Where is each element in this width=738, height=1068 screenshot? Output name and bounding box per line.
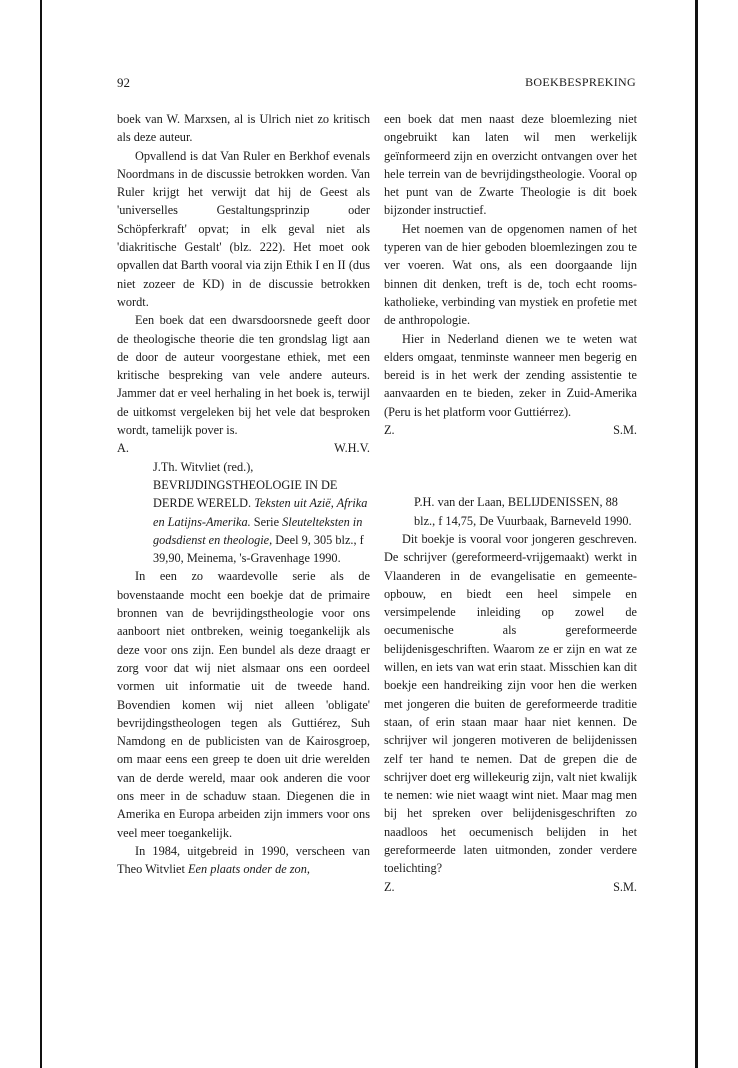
book-details: Deel 9, 305 blz., f 39,90, Meinema, 's-Gravenhage 1990. (153, 532, 364, 566)
book-author-title: J.Th. Witvliet (red.), BEVRIJDINGSTHEOLOGIE IN DE DERDE WERELD. (153, 459, 338, 511)
reviewer-signature (117, 439, 370, 457)
book-details: 88 blz., f 14,75, De Vuurbaak, Barneveld 1990. (414, 495, 632, 528)
review-paragraph: Dit boekje is vooral voor jongeren geschreven. De schrijver (gereformeerd-vrijgemaakt) werkt in Vlaanderen in de evangelisatie en gemeente-opbouw, en biedt een heel simpele en versimpelende inleiding op zowel de oecumenische als gereformeerde belijdenisgeschriften. Waarom ze er zijn en wat ze willen, en iets van wat erin staat. Misschien kan dit boekje een handreiking zijn voor hen die werken met jongeren die buiten de gereformeerde traditie staan, of erin staan maar haar niet kennen. De schrijver wil jongeren motiveren de belijdenissen zelf ter hand te nemen. Dat de grepen die de schrijver doet erg willekeurig zijn, valt niet kwalijk te nemen: wie niet waagt wint niet. Maar mag men bij het spreken over belijdenisgeschriften zo naadloos het oecumenisch belijden in het gereformeerde laten uitmonden, zonder verdere toelichting? (384, 531, 637, 876)
review-paragraph (117, 842, 370, 879)
book-title-italic: Een plaats onder de zon, (188, 862, 310, 877)
review-paragraph: een boek dat men naast deze bloemlezing niet ongebruikt kan laten wil men werkelijk geïnformeerd zijn en overzicht ontvangen over het hele terrein van de bevrijdingstheologie. Vooral op het punt van de Zwarte Theologie is dit boek bijzonder instructief. (384, 112, 637, 218)
book-series: Sleutelteksten in godsdienst en theologie, (153, 514, 363, 547)
page-border-left (40, 0, 42, 1068)
book-reference (384, 493, 637, 530)
page-border-right (695, 0, 698, 1068)
right-column (384, 110, 637, 896)
signature-place: A. (117, 441, 129, 456)
signature-initials: S.M. (613, 423, 637, 438)
signature-place: Z. (384, 879, 395, 894)
review-paragraph: Hier in Nederland dienen we te weten wat elders omgaat, tenminste wanneer men begerig en bereid is in het werk der zending assistentie te aanvaarden en te bieden, zeker in Zuid-Amerika (Peru is het platform voor Guttiérrez). (384, 331, 637, 419)
review-paragraph: Een boek dat een dwarsdoorsnede geeft door de theologische theorie die ten grondslag ligt aan de door de auteur voorgestane ethiek, met een kritische bespreking van vele andere auteurs. Jammer dat er veel herhaling in het boek is, terwijl de uitkomst vergeleken bij het vele dat besproken wordt, tamelijk pover is. (117, 313, 370, 438)
running-head: BOEKBESPREKING (525, 75, 636, 89)
signature-initials: S.M. (613, 879, 637, 894)
review-paragraph: In een zo waardevolle serie als de bovenstaande mocht een boekje dat de primaire bronnen van de bevrijdingstheologie voor ons aanboort niet ontbreken, weinig toegankelijk als deze voor ons zijn. Een bundel als deze draagt er zorg voor dat wij niet alsmaar ons een oordeel vormen uit informatie uit de tweede hand. Bovendien komen wij niet alleen 'obligate' bevrijdingstheologen tegen als Guttiérez, Suh Namdong en de publicisten van de Kairosgroep, om maar eens een greep te doen uit drie werelden van de derde wereld, maar ook anderen die voor ons meer in de schaduw staan. Diegenen die in Amerika en Europa arbeiden zijn immers voor ons veel meer toegankelijk. (117, 569, 370, 840)
page-number: 92 (117, 75, 130, 90)
signature-initials: W.H.V. (334, 441, 370, 456)
reviewer-signature (384, 421, 637, 439)
left-column (117, 110, 370, 878)
review-paragraph: Opvallend is dat Van Ruler en Berkhof evenals Noordmans in de discussie betrokken worden. Van Ruler krijgt het verwijt dat hij de Geest als 'universelles Gestaltungsprinzip oder Schöpferkraft' opvat; in elk geval niet als 'diakritische Gestalt' (blz. 222). Het moet ook opvallen dat Barth vooral via zijn Ethik I en II (dus niet zozeer de KD) in de discussie betrokken wordt. (117, 148, 370, 309)
book-author-title: P.H. van der Laan, BELIJDENISSEN, (414, 495, 603, 510)
reviewer-signature (384, 878, 637, 896)
signature-place: Z. (384, 423, 395, 438)
book-subtitle: Teksten uit Azië, Afrika en Latijns-Amerika. (153, 496, 368, 529)
book-series-label: Serie (253, 514, 280, 529)
paragraph-text: In 1984, uitgebreid in 1990, verscheen van Theo Witvliet (117, 843, 370, 877)
review-paragraph: Het noemen van de opgenomen namen of het typeren van de hier geboden bloemlezingen zou te ver voeren. Wat ons, als een doorgaande lijn binnen dit denken, treft is de, toch echt rooms-katholieke, verbinding van mystiek en profetie met de anthropologie. (384, 221, 637, 328)
review-paragraph: boek van W. Marxsen, al is Ulrich niet zo kritisch als deze auteur. (117, 112, 370, 145)
book-reference (117, 458, 370, 568)
